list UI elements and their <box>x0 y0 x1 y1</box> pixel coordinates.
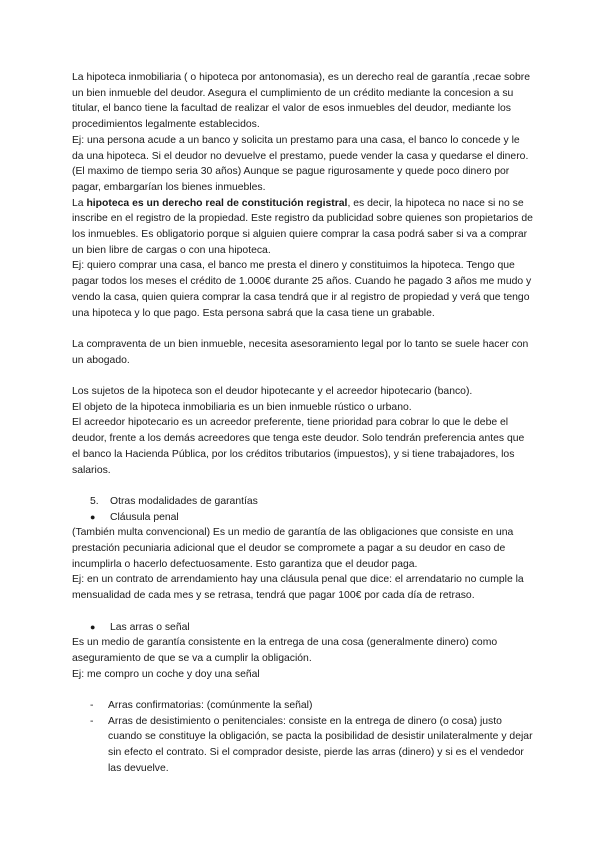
dash-item-confirmatorias <box>72 698 534 714</box>
bullet-icon: ● <box>90 511 96 522</box>
item-number: 5. <box>90 495 99 507</box>
bullet-icon: ● <box>90 621 96 632</box>
dash-icon: - <box>90 700 94 712</box>
item-5-text: Otras modalidades de garantías <box>110 495 258 507</box>
paragraph-example-arrendamiento: Ej: en un contrato de arrendamiento hay una cláusula penal que dice: el arrendatario no cumple la mensualidad de cada mes y se retrasa, tendrá que pagar 100€ por cada día de retraso. <box>72 574 524 602</box>
paragraph-clausula-definicion: (También multa convencional) Es un medio de garantía de las obligaciones que consiste en una prestación pecuniaria adicional que el deudor se compromete a pagar a su deudor en caso de incumplirla o hacerlo defectuosamente. Esto garantiza que el deudor paga. <box>72 527 514 570</box>
bullet-arras <box>72 620 534 636</box>
bullet-arras-text: Las arras o señal <box>110 621 190 633</box>
p3-rest: , es decir, la hipoteca no nace si no se inscribe en el registro de la propiedad. Este registro da publicidad sobre quienes son propietarios de los inmuebles. Es obligatorio porque si alguien quiere comprar la casa podrá saber si va a comprar un bien libre de cargas o con una hipoteca. <box>72 197 533 256</box>
paragraph-example-prestamo: Ej: una persona acude a un banco y solicita un prestamo para una casa, el banco lo concede y le da una hipoteca. Si el deudor no devuelve el prestamo, puede vender la casa y quedarse el dinero. (El maximo de tiempo seria 30 años) Aunque se pague rigurosamente y quede poco dinero por pagar, embargarían los bienes inmuebles. <box>72 134 529 193</box>
document-page <box>72 70 534 777</box>
paragraph-arras-definicion: Es un medio de garantía consistente en la entrega de una cosa (generalmente dinero) como aseguramiento de que se va a cumplir la obligación. <box>72 637 498 664</box>
dash-item-desistimiento <box>72 714 534 777</box>
paragraph-objeto: El objeto de la hipoteca inmobiliaria es un bien inmueble rústico o urbano. <box>72 401 412 413</box>
paragraph-acreedor: El acreedor hipotecario es un acreedor preferente, tiene prioridad para cobrar lo que le debe el deudor, frente a los demás acreedores que tenga este deudor. Solo tendrán preferencia antes que el banco la Hacienda Pública, por los créditos tributarios (impuestos), y si tiene trabajadores, los salarios. <box>72 417 525 476</box>
dash-item-desistimiento-text: Arras de desistimiento o penitenciales: consiste en la entrega de dinero (o cosa) justo cuando se constituye la obligación, se pacta la posibilidad de desistir unilateralmente y dejar sin efecto el contrato. Si el comprador desiste, pierde las arras (dinero) y si es el vendedor las devuelve. <box>108 715 533 774</box>
numbered-item-5 <box>72 494 534 510</box>
bullet-clausula-penal <box>72 510 534 526</box>
p3-start: La <box>72 197 87 209</box>
dash-icon: - <box>90 715 94 727</box>
paragraph-example-coche: Ej: me compro un coche y doy una señal <box>72 668 260 680</box>
paragraph-hipoteca-definition: La hipoteca inmobiliaria ( o hipoteca por antonomasia), es un derecho real de garantía ,recae sobre un bien inmueble del deudor. Asegura el cumplimiento de un crédito mediante la concesion a su titular, el banco tiene la facultad de realizar el valor de esos inmuebles del deudor, mediante los procedimientos legalmente establecidos. <box>72 72 531 131</box>
bullet-clausula-penal-text: Cláusula penal <box>110 511 179 523</box>
paragraph-sujetos: Los sujetos de la hipoteca son el deudor hipotecante y el acreedor hipotecario (banco). <box>72 386 473 398</box>
paragraph-example-casa: Ej: quiero comprar una casa, el banco me presta el dinero y constituimos la hipoteca. Tengo que pagar todos los meses el crédito de 1.000€ durante 25 años. Cuando he pagado 3 años me mudo y vendo la casa, quien quiera comprar la casa tendrá que ir al registro de propiedad y verá que tengo una hipoteca y lo que pago. Esta persona sabrá que la casa tiene un grabable. <box>72 260 532 319</box>
paragraph-compraventa: La compraventa de un bien inmueble, necesita asesoramiento legal por lo tanto se suele hacer con un abogado. <box>72 338 529 366</box>
paragraph-constitucion-registral <box>72 196 534 259</box>
p3-bold-text: hipoteca es un derecho real de constitución registral <box>86 197 348 209</box>
dash-item-confirmatorias-text: Arras confirmatorias: (comúnmente la señal) <box>108 700 313 712</box>
